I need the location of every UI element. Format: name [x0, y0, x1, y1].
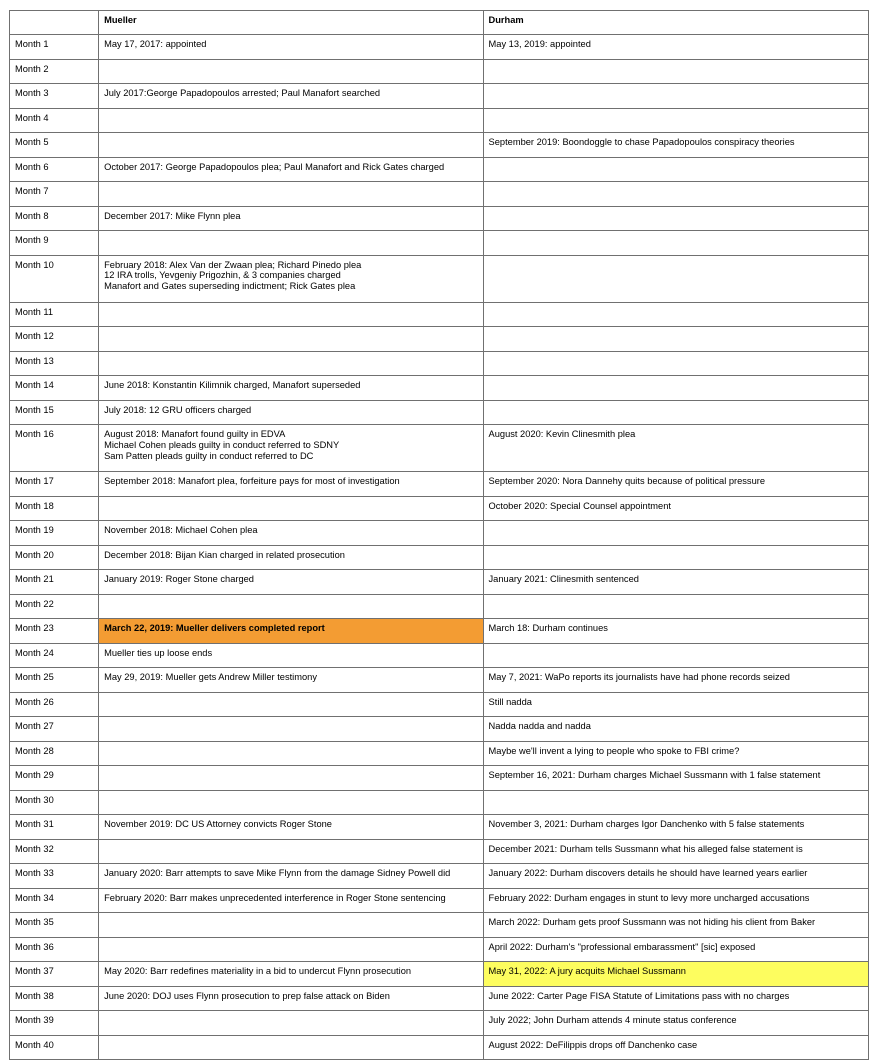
month-cell[interactable]: Month 24 — [10, 643, 99, 668]
month-cell[interactable]: Month 35 — [10, 913, 99, 938]
durham-cell[interactable]: September 2020: Nora Dannehy quits because of political pressure — [483, 472, 868, 497]
table-row — [10, 692, 869, 717]
month-cell[interactable]: Month 1 — [10, 35, 99, 60]
table-row — [10, 766, 869, 791]
month-cell[interactable]: Month 15 — [10, 400, 99, 425]
table-row — [10, 327, 869, 352]
mueller-cell[interactable]: July 2018: 12 GRU officers charged — [99, 400, 483, 425]
month-cell[interactable]: Month 5 — [10, 133, 99, 158]
table-row — [10, 182, 869, 207]
durham-cell[interactable] — [483, 157, 868, 182]
month-cell[interactable]: Month 16 — [10, 425, 99, 472]
durham-cell[interactable]: Maybe we'll invent a lying to people who spoke to FBI crime? — [483, 741, 868, 766]
durham-cell[interactable]: October 2020: Special Counsel appointment — [483, 496, 868, 521]
durham-cell[interactable]: March 2022: Durham gets proof Sussmann was not hiding his client from Baker — [483, 913, 868, 938]
durham-cell[interactable] — [483, 206, 868, 231]
table-row — [10, 839, 869, 864]
mueller-cell[interactable]: February 2018: Alex Van der Zwaan plea; Richard Pinedo plea 12 IRA trolls, Yevgeniy Prigozhin, & 3 companies charged Manafort and Gates superseding indictment; Rick Gates plea — [99, 255, 483, 302]
mueller-cell[interactable]: January 2020: Barr attempts to save Mike Flynn from the damage Sidney Powell did — [99, 864, 483, 889]
table-row — [10, 133, 869, 158]
mueller-cell[interactable] — [99, 182, 483, 207]
mueller-cell[interactable] — [99, 496, 483, 521]
table-row — [10, 962, 869, 987]
mueller-cell[interactable]: May 29, 2019: Mueller gets Andrew Miller testimony — [99, 668, 483, 693]
mueller-cell[interactable] — [99, 302, 483, 327]
header-cell-mueller[interactable]: Mueller — [99, 11, 483, 35]
mueller-cell[interactable]: December 2018: Bijan Kian charged in related prosecution — [99, 545, 483, 570]
mueller-cell[interactable]: June 2020: DOJ uses Flynn prosecution to prep false attack on Biden — [99, 986, 483, 1011]
durham-cell[interactable]: April 2022: Durham's "professional embarassment" [sic] exposed — [483, 937, 868, 962]
durham-cell[interactable] — [483, 351, 868, 376]
table-row — [10, 59, 869, 84]
table-row — [10, 790, 869, 815]
table-row — [10, 913, 869, 938]
mueller-cell[interactable]: September 2018: Manafort plea, forfeiture pays for most of investigation — [99, 472, 483, 497]
durham-cell[interactable]: May 13, 2019: appointed — [483, 35, 868, 60]
table-body — [10, 35, 869, 1060]
mueller-cell[interactable]: October 2017: George Papadopoulos plea; Paul Manafort and Rick Gates charged — [99, 157, 483, 182]
mueller-cell[interactable] — [99, 937, 483, 962]
mueller-cell[interactable] — [99, 741, 483, 766]
table-row — [10, 400, 869, 425]
durham-cell[interactable]: January 2022: Durham discovers details he should have learned years earlier — [483, 864, 868, 889]
month-cell[interactable]: Month 38 — [10, 986, 99, 1011]
month-cell[interactable]: Month 27 — [10, 717, 99, 742]
durham-cell[interactable]: September 16, 2021: Durham charges Michael Sussmann with 1 false statement — [483, 766, 868, 791]
mueller-cell[interactable] — [99, 913, 483, 938]
durham-cell[interactable] — [483, 327, 868, 352]
durham-cell[interactable] — [483, 84, 868, 109]
month-cell[interactable]: Month 9 — [10, 231, 99, 256]
month-cell[interactable]: Month 2 — [10, 59, 99, 84]
durham-cell[interactable]: June 2022: Carter Page FISA Statute of Limitations pass with no charges — [483, 986, 868, 1011]
month-cell[interactable]: Month 39 — [10, 1011, 99, 1036]
durham-cell[interactable] — [483, 182, 868, 207]
mueller-cell[interactable]: November 2018: Michael Cohen plea — [99, 521, 483, 546]
table-row — [10, 1011, 869, 1036]
month-cell[interactable]: Month 18 — [10, 496, 99, 521]
month-cell[interactable]: Month 7 — [10, 182, 99, 207]
month-cell[interactable]: Month 26 — [10, 692, 99, 717]
table-row — [10, 937, 869, 962]
mueller-cell[interactable] — [99, 108, 483, 133]
table-row — [10, 496, 869, 521]
month-cell[interactable]: Month 40 — [10, 1035, 99, 1060]
month-cell[interactable]: Month 31 — [10, 815, 99, 840]
month-cell[interactable]: Month 23 — [10, 619, 99, 644]
table-row — [10, 231, 869, 256]
durham-cell[interactable]: August 2020: Kevin Clinesmith plea — [483, 425, 868, 472]
mueller-cell[interactable] — [99, 327, 483, 352]
header-row — [10, 11, 869, 35]
mueller-cell[interactable]: March 22, 2019: Mueller delivers completed report — [99, 619, 483, 644]
table-row — [10, 108, 869, 133]
durham-cell[interactable] — [483, 521, 868, 546]
durham-cell[interactable] — [483, 59, 868, 84]
month-cell[interactable]: Month 6 — [10, 157, 99, 182]
durham-cell[interactable]: September 2019: Boondoggle to chase Papadopoulos conspiracy theories — [483, 133, 868, 158]
month-cell[interactable]: Month 19 — [10, 521, 99, 546]
durham-cell[interactable]: Nadda nadda and nadda — [483, 717, 868, 742]
month-cell[interactable]: Month 8 — [10, 206, 99, 231]
mueller-cell[interactable] — [99, 351, 483, 376]
durham-cell[interactable]: Still nadda — [483, 692, 868, 717]
mueller-cell[interactable] — [99, 59, 483, 84]
durham-cell[interactable] — [483, 255, 868, 302]
month-cell[interactable]: Month 21 — [10, 570, 99, 595]
durham-cell[interactable]: March 18: Durham continues — [483, 619, 868, 644]
month-cell[interactable]: Month 22 — [10, 594, 99, 619]
table-row — [10, 570, 869, 595]
table-row — [10, 206, 869, 231]
month-cell[interactable]: Month 28 — [10, 741, 99, 766]
month-cell[interactable]: Month 3 — [10, 84, 99, 109]
durham-cell[interactable] — [483, 231, 868, 256]
mueller-cell[interactable] — [99, 839, 483, 864]
mueller-cell[interactable]: February 2020: Barr makes unprecedented interference in Roger Stone sentencing — [99, 888, 483, 913]
mueller-cell[interactable] — [99, 1035, 483, 1060]
durham-cell[interactable]: May 7, 2021: WaPo reports its journalists have had phone records seized — [483, 668, 868, 693]
mueller-cell[interactable]: May 17, 2017: appointed — [99, 35, 483, 60]
durham-cell[interactable] — [483, 302, 868, 327]
month-cell[interactable]: Month 37 — [10, 962, 99, 987]
table-row — [10, 545, 869, 570]
durham-cell[interactable] — [483, 790, 868, 815]
durham-cell[interactable] — [483, 545, 868, 570]
durham-cell[interactable]: July 2022; John Durham attends 4 minute status conference — [483, 1011, 868, 1036]
table-row — [10, 351, 869, 376]
table-row — [10, 741, 869, 766]
month-cell[interactable]: Month 36 — [10, 937, 99, 962]
mueller-cell[interactable] — [99, 717, 483, 742]
month-cell[interactable]: Month 11 — [10, 302, 99, 327]
header-cell-month[interactable] — [10, 11, 99, 35]
mueller-cell[interactable]: July 2017:George Papadopoulos arrested; Paul Manafort searched — [99, 84, 483, 109]
mueller-cell[interactable]: May 2020: Barr redefines materiality in a bid to undercut Flynn prosecution — [99, 962, 483, 987]
durham-cell[interactable]: January 2021: Clinesmith sentenced — [483, 570, 868, 595]
month-cell[interactable]: Month 10 — [10, 255, 99, 302]
durham-cell[interactable] — [483, 400, 868, 425]
month-cell[interactable]: Month 14 — [10, 376, 99, 401]
month-cell[interactable]: Month 32 — [10, 839, 99, 864]
table-row — [10, 255, 869, 302]
mueller-cell[interactable]: June 2018: Konstantin Kilimnik charged, Manafort superseded — [99, 376, 483, 401]
table-row — [10, 35, 869, 60]
table-row — [10, 472, 869, 497]
table-row — [10, 157, 869, 182]
table-row — [10, 376, 869, 401]
durham-cell[interactable] — [483, 108, 868, 133]
month-cell[interactable]: Month 4 — [10, 108, 99, 133]
table-row — [10, 668, 869, 693]
durham-cell[interactable]: May 31, 2022: A jury acquits Michael Sussmann — [483, 962, 868, 987]
mueller-cell[interactable] — [99, 692, 483, 717]
mueller-cell[interactable] — [99, 766, 483, 791]
table-row — [10, 815, 869, 840]
mueller-cell[interactable]: January 2019: Roger Stone charged — [99, 570, 483, 595]
mueller-cell[interactable] — [99, 1011, 483, 1036]
month-cell[interactable]: Month 29 — [10, 766, 99, 791]
mueller-cell[interactable]: November 2019: DC US Attorney convicts Roger Stone — [99, 815, 483, 840]
table-row — [10, 986, 869, 1011]
mueller-cell[interactable]: August 2018: Manafort found guilty in EDVA Michael Cohen pleads guilty in conduct referred to SDNY Sam Patten pleads guilty in conduct referred to DC — [99, 425, 483, 472]
month-cell[interactable]: Month 34 — [10, 888, 99, 913]
table-row — [10, 864, 869, 889]
table-row — [10, 643, 869, 668]
table-row — [10, 594, 869, 619]
durham-cell[interactable] — [483, 643, 868, 668]
mueller-cell[interactable] — [99, 594, 483, 619]
month-cell[interactable]: Month 20 — [10, 545, 99, 570]
durham-cell[interactable]: November 3, 2021: Durham charges Igor Danchenko with 5 false statements — [483, 815, 868, 840]
header-cell-durham[interactable]: Durham — [483, 11, 868, 35]
mueller-cell[interactable]: December 2017: Mike Flynn plea — [99, 206, 483, 231]
table-row — [10, 1035, 869, 1060]
mueller-cell[interactable] — [99, 790, 483, 815]
month-cell[interactable]: Month 33 — [10, 864, 99, 889]
durham-cell[interactable] — [483, 594, 868, 619]
table-row — [10, 619, 869, 644]
durham-cell[interactable]: February 2022: Durham engages in stunt to levy more uncharged accusations — [483, 888, 868, 913]
month-cell[interactable]: Month 12 — [10, 327, 99, 352]
month-cell[interactable]: Month 13 — [10, 351, 99, 376]
timeline-table — [9, 10, 869, 1060]
table-row — [10, 717, 869, 742]
durham-cell[interactable]: August 2022: DeFilippis drops off Danchenko case — [483, 1035, 868, 1060]
table-row — [10, 84, 869, 109]
month-cell[interactable]: Month 30 — [10, 790, 99, 815]
durham-cell[interactable] — [483, 376, 868, 401]
mueller-cell[interactable]: Mueller ties up loose ends — [99, 643, 483, 668]
durham-cell[interactable]: December 2021: Durham tells Sussmann what his alleged false statement is — [483, 839, 868, 864]
table-row — [10, 425, 869, 472]
mueller-cell[interactable] — [99, 231, 483, 256]
mueller-cell[interactable] — [99, 133, 483, 158]
month-cell[interactable]: Month 17 — [10, 472, 99, 497]
table-row — [10, 888, 869, 913]
month-cell[interactable]: Month 25 — [10, 668, 99, 693]
table-row — [10, 521, 869, 546]
table-row — [10, 302, 869, 327]
